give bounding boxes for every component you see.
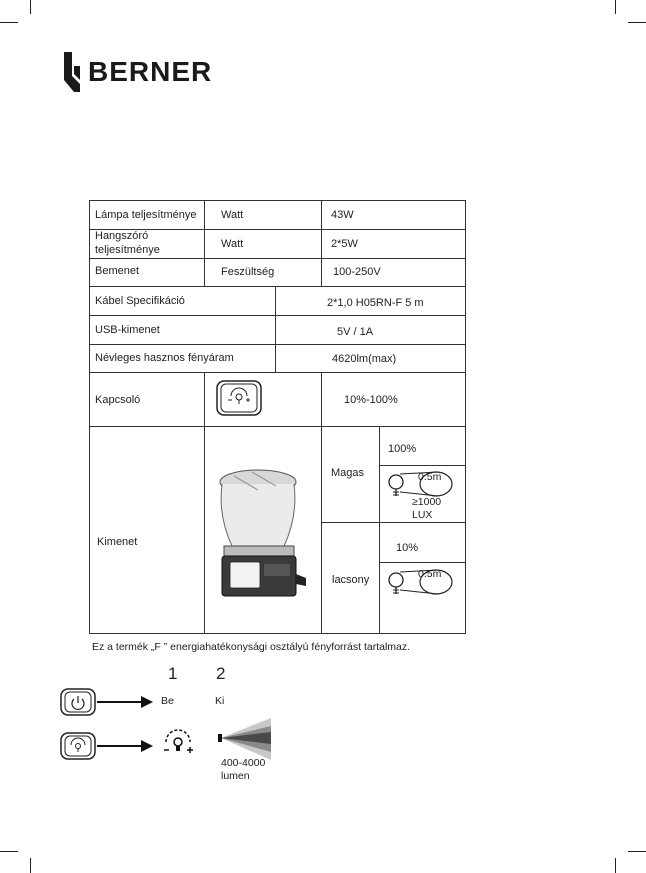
crop-mark [628,851,646,852]
high-label: Magas [331,467,365,479]
lumen-unit: lumen [221,770,250,782]
row-value: 100-250V [333,266,381,278]
row-unit: Watt [221,238,244,250]
row-value: 4620lm(max) [332,353,397,365]
row-label: Bemenet [95,265,140,277]
row-value: 43W [331,209,354,221]
row-value: 2*5W [331,238,358,250]
crop-mark [0,22,18,23]
row-value: 5V / 1A [337,326,374,338]
energy-class-note: Ez a termék „F ” energiahatékonysági osztályú fényforrást tartalmaz. [92,641,411,653]
output-label: Kimenet [97,536,138,548]
dimmer-button-icon [60,732,96,760]
low-distance: 0.5m [418,568,442,580]
high-lux-value: ≥1000 [412,496,442,508]
brand-name: BERNER [88,56,213,87]
row-label: Lámpa teljesítménye [95,209,197,221]
row-value: 2*1,0 H05RN-F 5 m [327,297,424,309]
lumen-value: 400-4000 [221,757,266,769]
step-number: 1 [168,664,178,683]
high-percent: 100% [388,443,417,455]
low-label: lacsony [332,574,370,586]
row-label: Kábel Specifikáció [95,295,185,307]
row-label: Kapcsoló [95,394,141,406]
off-label: Ki [215,695,225,707]
row-label: Névleges hasznos fényáram [95,352,234,364]
work-lamp-image [212,466,312,606]
power-button-icon [60,688,96,716]
arrow-right-icon [97,738,155,754]
high-distance: 0.5m [418,471,442,483]
row-value: 10%-100% [344,394,398,406]
row-label: USB-kimenet [95,324,160,336]
step-number: 2 [216,664,226,683]
on-label: Be [161,695,174,707]
low-percent: 10% [396,542,419,554]
berner-logo-icon [60,50,84,94]
dimmer-button-icon [216,380,262,416]
crop-mark [30,0,31,14]
crop-mark [615,858,616,873]
row-unit: Feszültség [221,266,275,278]
crop-mark [628,22,646,23]
crop-mark [615,0,616,14]
light-beam-icon [215,716,273,762]
high-lux-unit: LUX [412,509,433,521]
row-unit: Watt [221,209,244,221]
row-label: Hangszóró teljesítménye [95,230,160,256]
dimmer-symbol-icon [161,728,195,758]
arrow-right-icon [97,694,155,710]
crop-mark [30,858,31,873]
berner-logo [60,50,212,94]
crop-mark [0,851,18,852]
